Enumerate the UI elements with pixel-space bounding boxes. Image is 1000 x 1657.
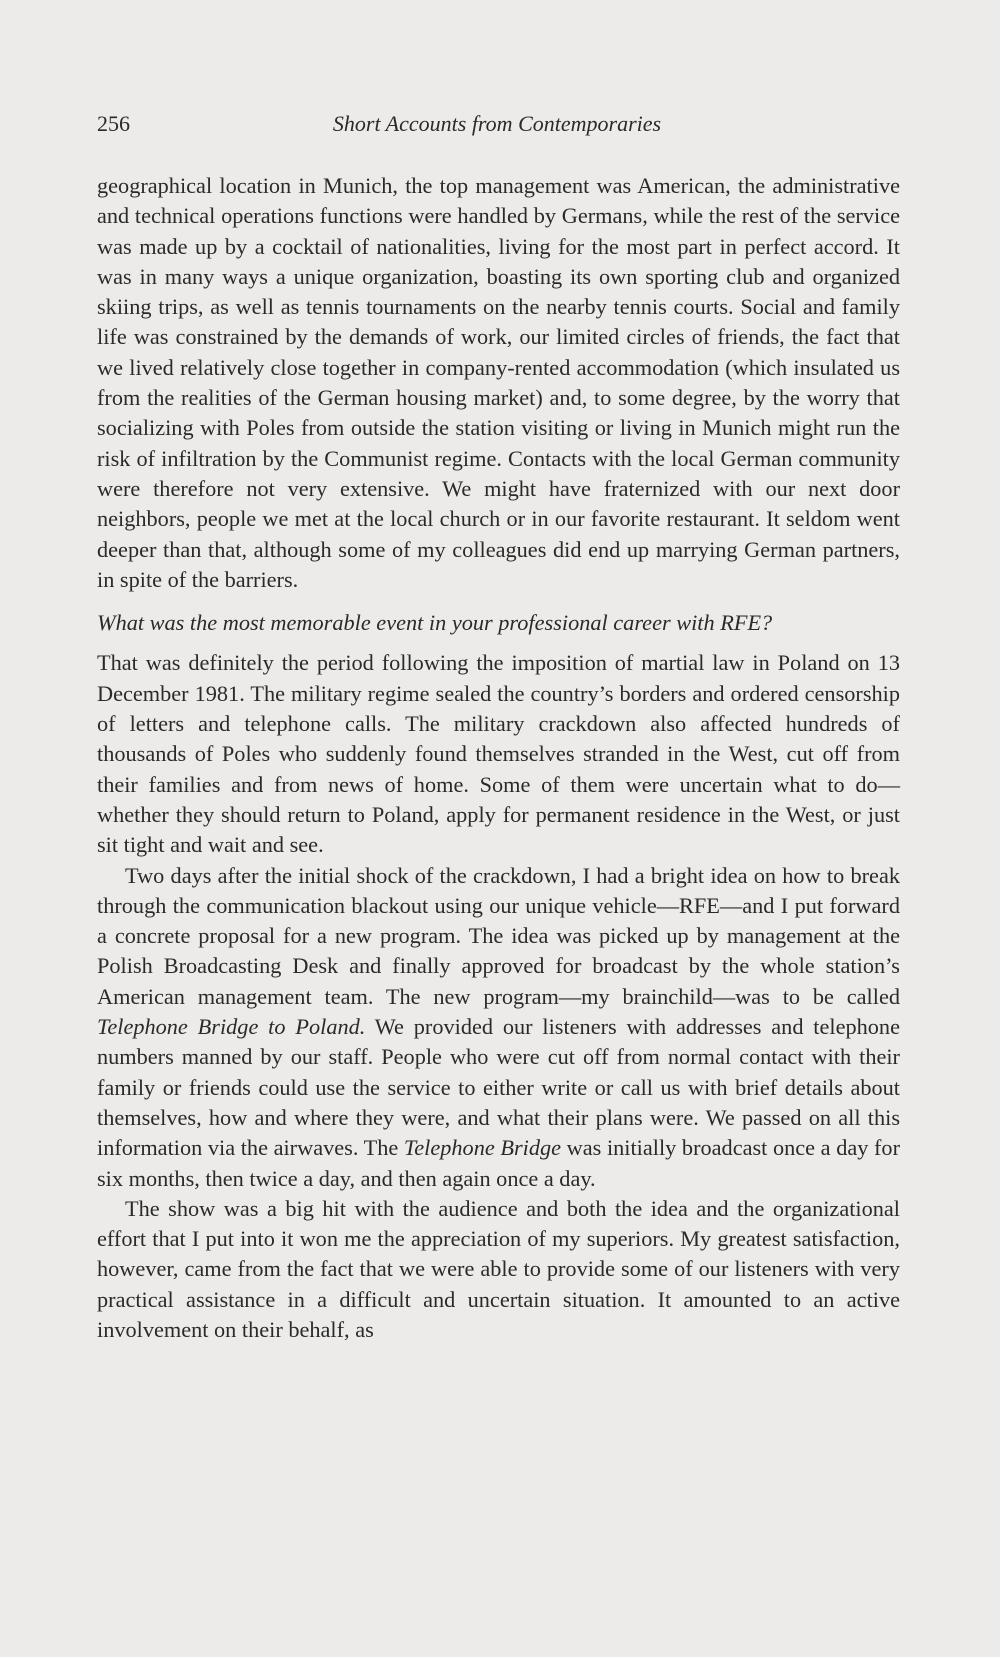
paragraph-continuation: geographical location in Munich, the top management was American, the administrative and technical operations functions were handled by Germans, while the rest of the service was made up by a cocktail of nationalities, living for the most part in perfect accord. It was in many ways a unique organization, boasting its own sporting club and organized skiing trips, as well as tennis tournaments on the nearby tennis courts. Social and family life was constrained by the demands of work, our limited circles of friends, the fact that we lived relatively close together in company-rented accommodation (which insulated us from the realities of the German housing market) and, to some degree, by the worry that socializing with Poles from outside the station visiting or living in Munich might run the risk of infiltration by the Communist regime. Contacts with the local German community were therefore not very extensive. We might have fraternized with our next door neighbors, people we met at the local church or in our favorite restaurant. It seldom went deeper than that, although some of my colleagues did end up marrying German partners, in spite of the barriers. (97, 173, 900, 592)
program-title: Telephone Bridge to Poland. (97, 1014, 366, 1040)
paragraph-telephone-bridge (97, 861, 900, 1194)
program-title-short: Telephone Bridge (403, 1135, 562, 1161)
text-run: was initially broadcast once a day for six months, then twice a day, and then again once a day. (97, 1135, 900, 1191)
text-run: Two days after the initial shock of the crackdown, I had a bright idea on how to break through the communication blackout using our unique vehicle—RFE—and I put forward a concrete proposal for a new program. The idea was picked up by management at the Polish Broadcasting Desk and finally approved for broadcast by the whole station’s American management team. The new program—my brainchild—was to be called (97, 862, 900, 1009)
running-title: Short Accounts from Contemporaries (332, 111, 662, 136)
paragraph-show-success: The show was a big hit with the audience and both the idea and the organizational effort that I put into it won me the appreciation of my superiors. My greatest satisfaction, however, came from the fact that we were able to provide some of our listeners with very practical assistance in a difficult and uncertain situation. It amounted to an active involvement on their behalf, as (97, 1195, 900, 1342)
paragraph-martial-law: That was definitely the period following the imposition of martial law in Poland on 13 December 1981. The military regime sealed the country’s borders and ordered censorship of letters and telephone calls. The military crackdown also affected hundreds of thousands of Poles who suddenly found themselves stranded in the West, cut off from their families and from news of home. Some of them were uncertain what to do—whether they should return to Poland, apply for permanent residence in the West, or just sit tight and wait and see. (97, 650, 900, 858)
page-header (97, 108, 897, 140)
text-run: We provided our listeners with addresses and telephone numbers manned by our staff. People who were cut off from normal contact with their family or friends could use the service to either write or call us with brief details about themselves, how and where they were, and what their plans were. We passed on all this information via the airwaves. The (97, 1014, 900, 1161)
interview-question: What was the most memorable event in your professional career with RFE? (97, 610, 773, 636)
page-number: 256 (97, 111, 130, 136)
body-text (97, 171, 900, 1345)
